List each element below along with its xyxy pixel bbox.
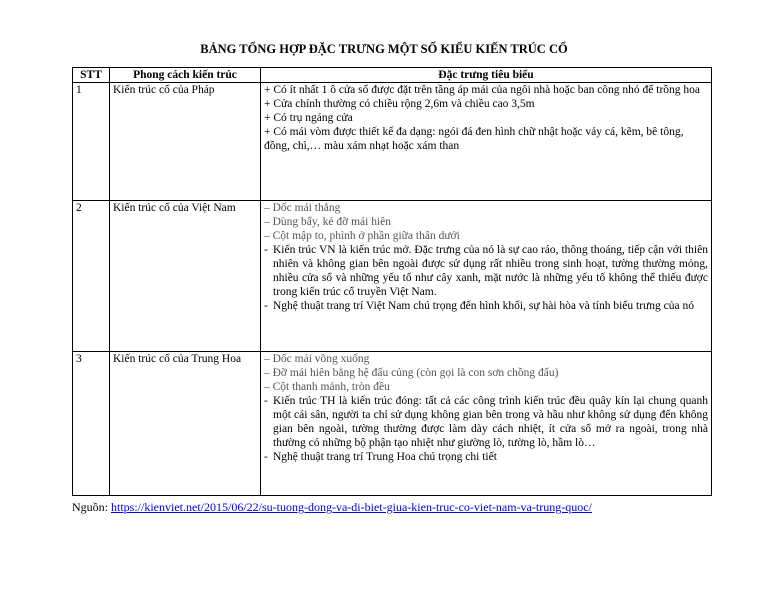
table-header-row — [73, 68, 712, 83]
table-row — [73, 201, 712, 352]
row-features — [261, 352, 712, 496]
source-label: Nguồn: — [72, 500, 111, 514]
feature-line: – Cột mập to, phình ở phần giữa thân dưới — [264, 230, 460, 242]
feature-bullet-text: Kiến trúc VN là kiến trúc mở. Đặc trưng của nó là sự cao ráo, thông thoáng, tiếp cận với thiên nhiên và không gian bên ngoài được sử dụng rất nhiều trong sinh hoạt, tường thường mỏng, nhiều cửa sổ và những yếu tố như cây xanh, mặt nước là những yếu tố không thể thiếu được trong kiến trúc cổ truyền Việt Nam. — [273, 244, 708, 298]
feature-bullet: - Kiến trúc VN là kiến trúc mở. Đặc trưng của nó là sự cao ráo, thông thoáng, tiếp cận với thiên nhiên và không gian bên ngoài được sử dụng rất nhiều trong sinh hoạt, tường thường mỏng, nhiều cửa sổ và những yếu tố như cây xanh, mặt nước là những yếu tố không thể thiếu được trong kiến trúc cổ truyền Việt Nam. — [264, 244, 708, 298]
header-style: Phong cách kiến trúc — [110, 68, 261, 83]
row-number: 1 — [73, 83, 110, 201]
feature-line: – Dùng bẩy, kẻ đỡ mái hiên — [264, 216, 392, 228]
feature-bullet-text: Kiến trúc TH là kiến trúc đóng: tất cả các công trình kiến trúc đều quây kín lại chung quanh một cái sân, người ta chỉ sử dụng không gian bên trong và hầu như không sử dụng đến không gian bên ngoài, tường thường được làm dày cách nhiệt, ít cửa sổ mở ra ngoài, trong nhà thường có những bộ phận tạo nhiệt như giường lò, tường lò, hầm lò… — [273, 395, 708, 449]
feature-line: – Dốc mái thẳng — [264, 202, 341, 214]
row-style: Kiến trúc cổ của Trung Hoa — [110, 352, 261, 496]
table-row — [73, 83, 712, 201]
header-features: Đặc trưng tiêu biểu — [261, 68, 712, 83]
feature-line: – Đỡ mái hiên bằng hệ đấu củng (còn gọi là con sơn chồng đấu) — [264, 367, 559, 379]
row-features — [261, 83, 712, 201]
feature-line: + Có ít nhất 1 ô cửa sổ được đặt trên tầng áp mái của ngôi nhà hoặc ban công nhỏ để trồng hoa — [264, 84, 701, 96]
feature-line: – Dốc mái võng xuống — [264, 353, 370, 365]
feature-bullet: - Nghệ thuật trang trí Trung Hoa chú trọng chi tiết — [264, 450, 708, 464]
row-number: 2 — [73, 201, 110, 352]
document-title: BẢNG TỔNG HỢP ĐẶC TRƯNG MỘT SỐ KIỂU KIẾN TRÚC CỔ — [200, 42, 568, 56]
source-citation — [72, 500, 592, 515]
row-number: 3 — [73, 352, 110, 496]
table-row — [73, 352, 712, 496]
header-stt: STT — [73, 68, 110, 83]
row-features — [261, 201, 712, 352]
feature-line: + Cửa chính thường có chiều rộng 2,6m và chiều cao 3,5m — [264, 98, 535, 110]
feature-bullet: - Nghệ thuật trang trí Việt Nam chú trọng đến hình khối, sự hài hòa và tính biểu trưng của nó — [264, 299, 708, 313]
feature-bullet: - Kiến trúc TH là kiến trúc đóng: tất cả các công trình kiến trúc đều quây kín lại chung quanh một cái sân, người ta chỉ sử dụng không gian bên trong và hầu như không sử dụng đến không gian bên ngoài, tường thường được làm dày cách nhiệt, ít cửa sổ mở ra ngoài, trong nhà thường có những bộ phận tạo nhiệt như giường lò, tường lò, hầm lò… — [264, 395, 708, 449]
feature-bullet-text: Nghệ thuật trang trí Trung Hoa chú trọng chi tiết — [273, 451, 497, 463]
row-style: Kiến trúc cổ của Pháp — [110, 83, 261, 201]
feature-line: + Có trụ ngáng cửa — [264, 112, 353, 124]
row-style: Kiến trúc cổ của Việt Nam — [110, 201, 261, 352]
feature-line: – Cột thanh mảnh, tròn đều — [264, 381, 390, 393]
source-link[interactable]: https://kienviet.net/2015/06/22/su-tuong-dong-va-di-biet-giua-kien-truc-co-viet-nam-va-trung-quoc/ — [111, 500, 592, 514]
architecture-table — [72, 67, 712, 496]
feature-bullet-text: Nghệ thuật trang trí Việt Nam chú trọng đến hình khối, sự hài hòa và tính biểu trưng của nó — [273, 300, 695, 312]
feature-line: + Có mái vòm được thiết kế đa dạng: ngói đá đen hình chữ nhật hoặc vảy cá, kẽm, bê tông, đồng, chì,… màu xám nhạt hoặc xám than — [264, 126, 684, 152]
